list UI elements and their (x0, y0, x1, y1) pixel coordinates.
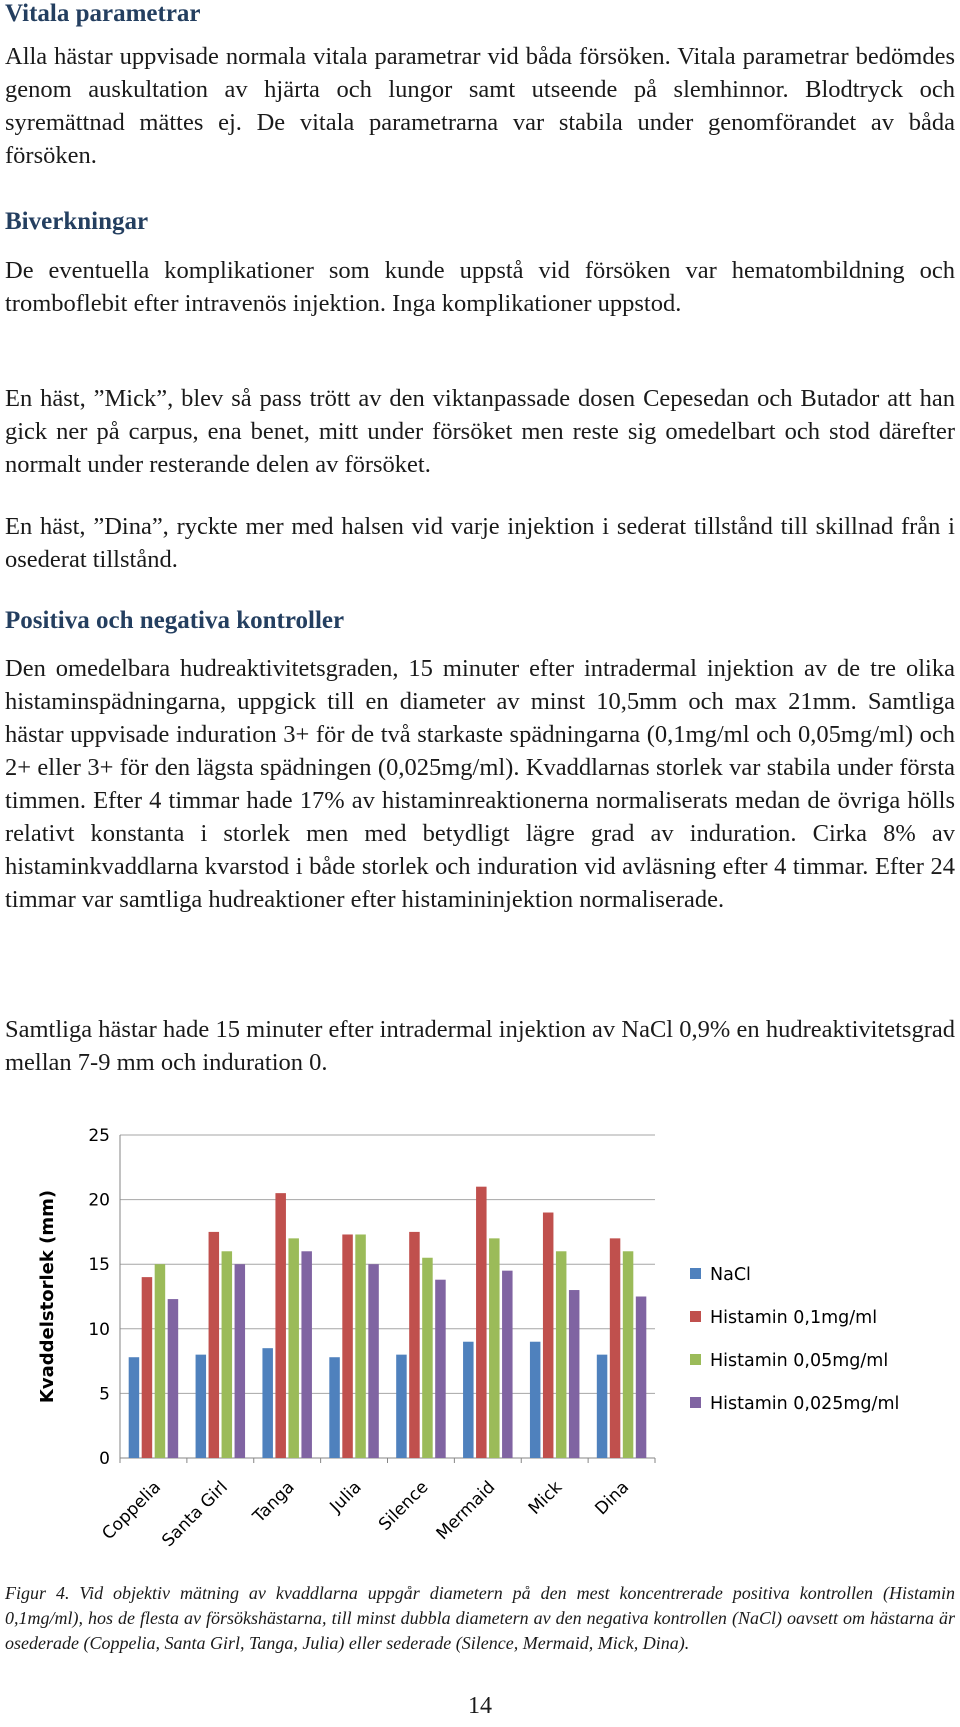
bar (476, 1187, 487, 1458)
bar (556, 1251, 567, 1458)
heading-biverkningar: Biverkningar (5, 208, 149, 235)
legend-label: Histamin 0,05mg/ml (710, 1351, 889, 1371)
legend-label: Histamin 0,1mg/ml (710, 1308, 878, 1328)
y-tick-label: 0 (99, 1449, 110, 1469)
bar (288, 1238, 299, 1458)
x-tick-label: Silence (374, 1477, 433, 1535)
legend-swatch (690, 1311, 701, 1322)
paragraph-vitala: Alla hästar uppvisade normala vitala parametrar vid båda försöken. Vitala parametrar bedömdes genom auskultation av hjärta och lungor samt utseende på slemhinnor. Blodtryck och syremättnad mättes ej. De vitala parametrarna var stabila under genomförandet av båda försöken. (5, 43, 955, 169)
bar (142, 1277, 153, 1458)
paragraph-kontroller-1: Den omedelbara hudreaktivitetsgraden, 15 minuter efter intradermal injektion av de tre olika histaminspädningarna, uppgick till en diameter av minst 10,5mm och max 21mm. Samtliga hästar uppvisade induration 3+ för de två starkaste spädningarna (0,1mg/ml och 0,05mg/ml) och 2+ eller 3+ för den lägsta spädningen (0,025mg/ml). Kvaddlarnas storlek var stabila under första timmen. Efter 4 timmar hade 17% av histaminreaktionerna normaliserats medan de övriga hölls relativt konstanta i storlek men med betydligt lägre grad av induration. Cirka 8% av histaminkvaddlarna kvarstod i både storlek och induration vid avläsning efter 4 timmar. Efter 24 timmar var samtliga hudreaktioner efter histamininjektion normaliserade. (5, 655, 955, 913)
bar (422, 1258, 433, 1458)
bar (543, 1213, 554, 1458)
figure-caption: Figur 4. Vid objektiv mätning av kvaddlarna uppgår diametern på den mest koncentrerade positiva kontrollen (Histamin 0,1mg/ml), hos de flesta av försökshästarna, till minst dubbla diametern av den negativa kontrollen (NaCl) oavsett om hästarna är osederade (Coppelia, Santa Girl, Tanga, Julia) eller sederade (Silence, Mermaid, Mick, Dina). (5, 1583, 955, 1653)
legend-swatch (690, 1354, 701, 1365)
bar (209, 1232, 220, 1458)
bar (342, 1234, 353, 1458)
bar (623, 1251, 634, 1458)
paragraph-kontroller-2: Samtliga hästar hade 15 minuter efter intradermal injektion av NaCl 0,9% en hudreaktivitetsgrad mellan 7-9 mm och induration 0. (5, 1016, 955, 1076)
heading-vitala-parametrar: Vitala parametrar (5, 0, 201, 27)
bar (329, 1357, 340, 1458)
bar (409, 1232, 420, 1458)
x-tick-label: Dina (591, 1477, 634, 1520)
y-axis-label: Kvaddelstorlek (mm) (37, 1189, 58, 1404)
bar-chart (5, 1100, 955, 1570)
x-tick-label: Mermaid (432, 1477, 500, 1545)
bar (196, 1355, 207, 1458)
paragraph-biverkningar-1: De eventuella komplikationer som kunde uppstå vid försöken var hematombildning och tromboflebit efter intravenös injektion. Inga komplikationer uppstod. (5, 257, 955, 317)
bar (222, 1251, 233, 1458)
bar (396, 1355, 407, 1458)
x-tick-label: Mick (524, 1477, 567, 1519)
legend-label: NaCl (710, 1265, 751, 1285)
legend-swatch (690, 1397, 701, 1408)
bar (355, 1234, 366, 1458)
x-tick-label: Tanga (249, 1477, 299, 1527)
bar (569, 1290, 580, 1458)
paragraph-biverkningar-3: En häst, ”Dina”, ryckte mer med halsen vid varje injektion i sederat tillstånd till skillnad från i osederat tillstånd. (5, 513, 955, 573)
bar (235, 1264, 246, 1458)
heading-kontroller: Positiva och negativa kontroller (5, 607, 345, 634)
bar (435, 1280, 446, 1458)
page-number: 14 (468, 1693, 492, 1719)
paragraph-biverkningar-2: En häst, ”Mick”, blev så pass trött av den viktanpassade dosen Cepesedan och Butador att han gick ner på carpus, ena benet, mitt under försöket men reste sig omedelbart och stod därefter normalt under resterande delen av försöket. (5, 385, 955, 478)
bar (301, 1251, 312, 1458)
y-tick-label: 15 (88, 1255, 110, 1276)
y-tick-label: 25 (88, 1126, 110, 1146)
y-tick-label: 5 (99, 1384, 110, 1405)
bar (636, 1297, 647, 1459)
bar (597, 1355, 608, 1458)
x-tick-label: Julia (326, 1477, 366, 1517)
legend-swatch (690, 1268, 701, 1279)
legend-label: Histamin 0,025mg/ml (710, 1394, 900, 1414)
bar (168, 1299, 179, 1458)
bar (463, 1342, 474, 1458)
bar (262, 1348, 273, 1458)
bar (368, 1264, 379, 1458)
bar (489, 1238, 500, 1458)
bar (275, 1193, 286, 1458)
bar (155, 1264, 166, 1458)
bar (530, 1342, 541, 1458)
bar (610, 1238, 621, 1458)
x-tick-label: Coppelia (98, 1477, 165, 1544)
bar (129, 1357, 140, 1458)
y-tick-label: 10 (88, 1319, 110, 1340)
bar (502, 1271, 513, 1458)
chart-svg (5, 1100, 955, 1570)
x-tick-label: Santa Girl (158, 1477, 232, 1551)
y-tick-label: 20 (88, 1190, 110, 1211)
